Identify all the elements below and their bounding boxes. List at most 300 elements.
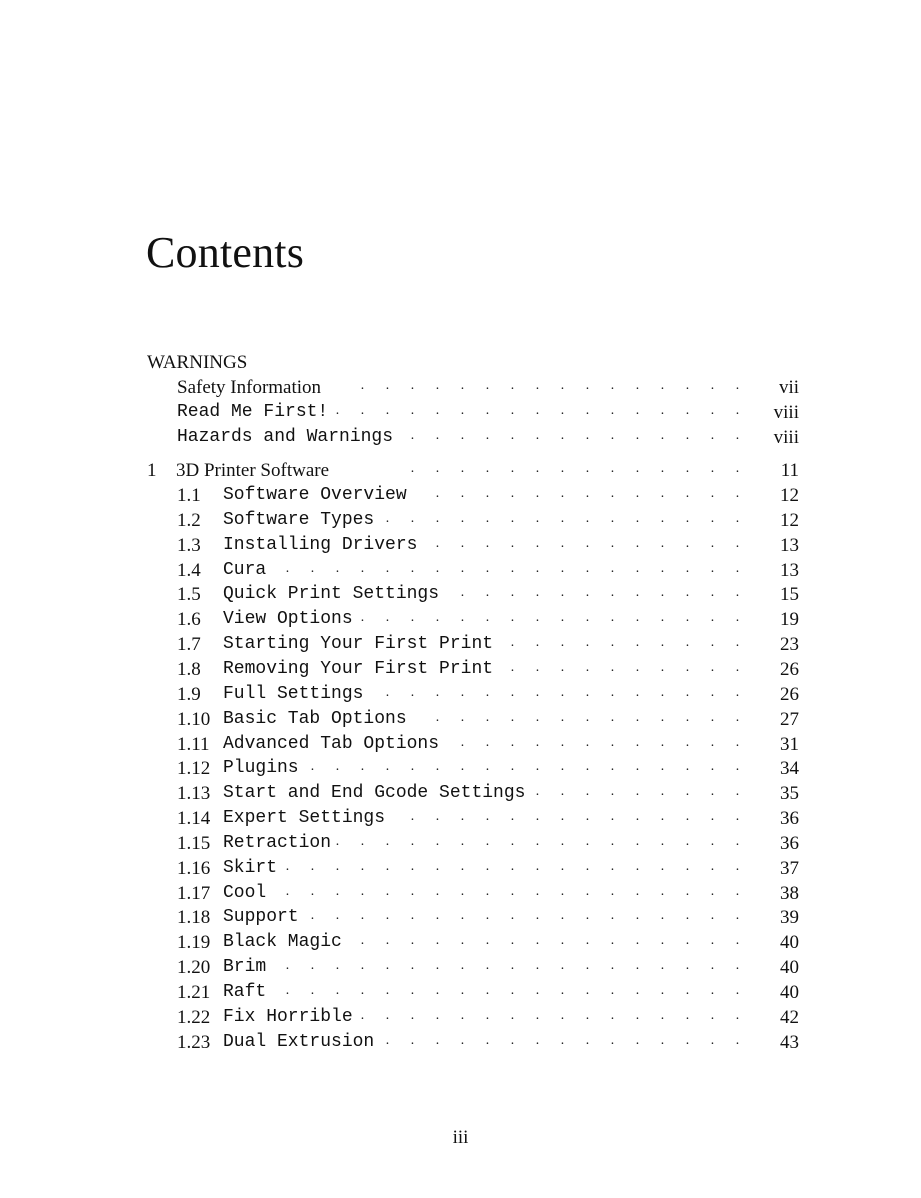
leader-dot: · — [410, 614, 415, 629]
toc-section-row[interactable] — [177, 955, 799, 980]
leader-dot: · — [660, 614, 665, 629]
leader-dot: · — [535, 912, 540, 927]
toc-section-row[interactable] — [177, 558, 799, 583]
leader-dot: · — [435, 912, 440, 927]
leader-dot: · — [660, 813, 665, 828]
section-number: 1.22 — [177, 1007, 211, 1028]
toc-section-row[interactable] — [177, 781, 799, 806]
section-title: Retraction — [223, 833, 332, 853]
leader-dot: · — [485, 490, 490, 505]
leader-dot: · — [510, 639, 515, 654]
leader-dot: · — [360, 382, 365, 397]
leader-dot: · — [610, 589, 615, 604]
leader-dot: · — [635, 589, 640, 604]
section-page-number: 36 — [780, 808, 799, 829]
leader-dot: · — [660, 689, 665, 704]
leader-dot: · — [335, 987, 340, 1002]
toc-section-row[interactable] — [177, 806, 799, 831]
toc-section-row[interactable] — [177, 856, 799, 881]
section-page-number: 26 — [780, 659, 799, 680]
section-number: 1.15 — [177, 833, 211, 854]
leader-dot: · — [660, 987, 665, 1002]
section-title: Support — [223, 907, 299, 927]
leader-dot: · — [660, 432, 665, 447]
leader-dot: · — [310, 863, 315, 878]
section-title: Dual Extrusion — [223, 1032, 375, 1052]
leader-dot: · — [710, 515, 715, 530]
leader-dot: · — [560, 689, 565, 704]
leader-dot: · — [435, 838, 440, 853]
leader-dot: · — [485, 739, 490, 754]
leader-dot: · — [735, 962, 740, 977]
section-title: Software Types — [223, 510, 375, 530]
leader-dot: · — [485, 962, 490, 977]
leader-dot: · — [660, 863, 665, 878]
leader-dot: · — [685, 838, 690, 853]
leader-dot: · — [685, 614, 690, 629]
leader-dot: · — [385, 888, 390, 903]
section-title: Quick Print Settings — [223, 584, 440, 604]
leader-dot: · — [660, 664, 665, 679]
leader-dot: · — [460, 763, 465, 778]
leader-dot: · — [535, 639, 540, 654]
leader-dot: · — [735, 639, 740, 654]
leader-dot: · — [560, 838, 565, 853]
leader-dot: · — [610, 788, 615, 803]
section-page-number: 13 — [780, 535, 799, 556]
leader-dot: · — [685, 813, 690, 828]
toc-section-row[interactable] — [177, 1030, 799, 1055]
leader-dots — [400, 425, 749, 452]
toc-section-row[interactable] — [177, 508, 799, 533]
toc-section-row[interactable] — [177, 533, 799, 558]
leader-dot: · — [385, 838, 390, 853]
leader-dot: · — [635, 863, 640, 878]
leader-dot: · — [535, 465, 540, 480]
leader-dot: · — [735, 838, 740, 853]
toc-section-row[interactable] — [177, 582, 799, 607]
toc-section-row[interactable] — [177, 831, 799, 856]
leader-dots — [275, 955, 749, 982]
toc-section-row[interactable] — [177, 483, 799, 508]
section-number: 1.9 — [177, 684, 201, 705]
leader-dot: · — [585, 1037, 590, 1052]
toc-section-row[interactable] — [177, 1005, 799, 1030]
toc-section-row[interactable] — [177, 881, 799, 906]
leader-dot: · — [585, 813, 590, 828]
leader-dot: · — [610, 432, 615, 447]
leader-dot: · — [510, 813, 515, 828]
leader-dot: · — [660, 838, 665, 853]
section-title: Cura — [223, 560, 267, 580]
leader-dot: · — [635, 813, 640, 828]
leader-dot: · — [360, 937, 365, 952]
leader-dot: · — [385, 407, 390, 422]
leader-dots — [400, 806, 749, 833]
leader-dots — [325, 400, 749, 427]
leader-dot: · — [410, 432, 415, 447]
leader-dot: · — [735, 540, 740, 555]
leader-dot: · — [310, 987, 315, 1002]
leader-dot: · — [585, 664, 590, 679]
section-page-number: 42 — [780, 1007, 799, 1028]
toc-section-row[interactable] — [177, 905, 799, 930]
section-number: 1.20 — [177, 957, 211, 978]
leader-dot: · — [735, 664, 740, 679]
leader-dots — [275, 856, 749, 883]
toc-front-item[interactable] — [177, 425, 799, 450]
leader-dot: · — [335, 407, 340, 422]
leader-dot: · — [585, 465, 590, 480]
leader-dot: · — [410, 382, 415, 397]
leader-dot: · — [460, 490, 465, 505]
chapter-number: 1 — [147, 460, 157, 481]
leader-dots — [450, 582, 749, 609]
leader-dot: · — [560, 1012, 565, 1027]
leader-dots — [275, 558, 749, 585]
leader-dot: · — [385, 382, 390, 397]
leader-dot: · — [610, 714, 615, 729]
section-page-number: 36 — [780, 833, 799, 854]
leader-dot: · — [510, 540, 515, 555]
section-number: 1.8 — [177, 659, 201, 680]
leader-dot: · — [360, 614, 365, 629]
leader-dot: · — [585, 407, 590, 422]
section-page-number: 12 — [780, 485, 799, 506]
section-title: Black Magic — [223, 932, 342, 952]
leader-dot: · — [585, 987, 590, 1002]
section-title: Full Settings — [223, 684, 364, 704]
leader-dots — [350, 930, 749, 957]
page-folio: iii — [452, 1127, 469, 1148]
leader-dot: · — [660, 540, 665, 555]
section-number: 1.14 — [177, 808, 211, 829]
leader-dot: · — [635, 382, 640, 397]
toc-item-title: Safety Information — [177, 377, 322, 398]
leader-dot: · — [435, 540, 440, 555]
leader-dot: · — [585, 565, 590, 580]
toc-front-item[interactable] — [177, 375, 799, 400]
leader-dot: · — [535, 565, 540, 580]
leader-dot: · — [435, 962, 440, 977]
leader-dot: · — [685, 515, 690, 530]
section-number: 1.4 — [177, 560, 201, 581]
leader-dot: · — [410, 888, 415, 903]
section-number: 1.23 — [177, 1032, 211, 1053]
leader-dot: · — [635, 937, 640, 952]
leader-dot: · — [335, 863, 340, 878]
leader-dots — [275, 881, 749, 908]
leader-dot: · — [510, 664, 515, 679]
section-title: Fix Horrible — [223, 1007, 353, 1027]
leader-dot: · — [535, 490, 540, 505]
leader-dots — [300, 905, 749, 932]
leader-dot: · — [735, 714, 740, 729]
leader-dot: · — [710, 589, 715, 604]
leader-dot: · — [435, 937, 440, 952]
leader-dot: · — [410, 515, 415, 530]
section-page-number: 31 — [780, 734, 799, 755]
leader-dot: · — [560, 1037, 565, 1052]
toc-chapter-row[interactable] — [147, 458, 799, 483]
leader-dot: · — [410, 1037, 415, 1052]
leader-dot: · — [435, 863, 440, 878]
leader-dot: · — [685, 888, 690, 903]
leader-dot: · — [535, 1012, 540, 1027]
leader-dot: · — [510, 838, 515, 853]
leader-dot: · — [660, 888, 665, 903]
section-title: Cool — [223, 883, 267, 903]
section-number: 1.1 — [177, 485, 201, 506]
leader-dot: · — [510, 589, 515, 604]
section-title: Removing Your First Print — [223, 659, 494, 679]
leader-dots — [525, 781, 749, 808]
leader-dot: · — [710, 937, 715, 952]
leader-dot: · — [435, 689, 440, 704]
leader-dot: · — [735, 813, 740, 828]
leader-dot: · — [460, 515, 465, 530]
leader-dot: · — [510, 565, 515, 580]
toc-section-row[interactable] — [177, 707, 799, 732]
leader-dot: · — [660, 763, 665, 778]
leader-dot: · — [485, 1012, 490, 1027]
leader-dot: · — [710, 813, 715, 828]
leader-dot: · — [435, 813, 440, 828]
leader-dot: · — [585, 614, 590, 629]
leader-dot: · — [560, 987, 565, 1002]
leader-dot: · — [735, 614, 740, 629]
leader-dot: · — [510, 432, 515, 447]
leader-dot: · — [485, 515, 490, 530]
leader-dot: · — [410, 763, 415, 778]
leader-dot: · — [710, 1037, 715, 1052]
leader-dot: · — [660, 589, 665, 604]
toc-front-item[interactable] — [177, 400, 799, 425]
leader-dot: · — [385, 565, 390, 580]
leader-dot: · — [510, 763, 515, 778]
leader-dot: · — [610, 614, 615, 629]
leader-dot: · — [510, 382, 515, 397]
leader-dot: · — [435, 407, 440, 422]
leader-dot: · — [435, 565, 440, 580]
leader-dot: · — [735, 565, 740, 580]
leader-dot: · — [685, 912, 690, 927]
leader-dot: · — [610, 1037, 615, 1052]
leader-dot: · — [435, 515, 440, 530]
section-number: 1.17 — [177, 883, 211, 904]
leader-dot: · — [685, 689, 690, 704]
leader-dot: · — [710, 664, 715, 679]
leader-dot: · — [635, 465, 640, 480]
leader-dot: · — [660, 962, 665, 977]
leader-dot: · — [710, 490, 715, 505]
leader-dot: · — [360, 407, 365, 422]
leader-dot: · — [460, 838, 465, 853]
section-title: Expert Settings — [223, 808, 386, 828]
leader-dot: · — [685, 763, 690, 778]
leader-dot: · — [435, 490, 440, 505]
leader-dot: · — [510, 937, 515, 952]
section-number: 1.3 — [177, 535, 201, 556]
leader-dot: · — [410, 937, 415, 952]
leader-dot: · — [485, 763, 490, 778]
leader-dot: · — [685, 962, 690, 977]
leader-dot: · — [710, 714, 715, 729]
leader-dot: · — [560, 382, 565, 397]
leader-dot: · — [360, 962, 365, 977]
section-title: Plugins — [223, 758, 299, 778]
section-title: Skirt — [223, 858, 278, 878]
toc-section-row[interactable] — [177, 682, 799, 707]
leader-dot: · — [435, 714, 440, 729]
leader-dot: · — [735, 490, 740, 505]
leader-dot: · — [460, 465, 465, 480]
toc-item-title: Hazards and Warnings — [177, 427, 394, 447]
section-page-number: 12 — [780, 510, 799, 531]
leader-dot: · — [710, 465, 715, 480]
leader-dot: · — [685, 465, 690, 480]
leader-dot: · — [410, 863, 415, 878]
leader-dot: · — [560, 490, 565, 505]
leader-dot: · — [460, 1012, 465, 1027]
leader-dot: · — [360, 863, 365, 878]
leader-dot: · — [460, 614, 465, 629]
leader-dot: · — [510, 912, 515, 927]
leader-dot: · — [610, 689, 615, 704]
leader-dot: · — [310, 962, 315, 977]
leader-dot: · — [660, 565, 665, 580]
toc-section-row[interactable] — [177, 632, 799, 657]
leader-dot: · — [610, 863, 615, 878]
section-page-number: 34 — [780, 758, 799, 779]
leader-dot: · — [610, 639, 615, 654]
toc-section-row[interactable] — [177, 732, 799, 757]
leader-dots — [500, 632, 749, 659]
leader-dot: · — [660, 788, 665, 803]
leader-dot: · — [610, 937, 615, 952]
leader-dot: · — [635, 407, 640, 422]
leader-dot: · — [710, 565, 715, 580]
leader-dots — [425, 533, 749, 560]
leader-dot: · — [585, 639, 590, 654]
leader-dot: · — [660, 465, 665, 480]
leader-dot: · — [385, 987, 390, 1002]
leader-dot: · — [360, 912, 365, 927]
leader-dot: · — [660, 639, 665, 654]
leader-dot: · — [535, 1037, 540, 1052]
toc-section-row[interactable] — [177, 657, 799, 682]
leader-dot: · — [385, 863, 390, 878]
leader-dot: · — [685, 664, 690, 679]
leader-dot: · — [685, 407, 690, 422]
section-page-number: 19 — [780, 609, 799, 630]
section-title: Start and End Gcode Settings — [223, 783, 526, 803]
leader-dot: · — [735, 1012, 740, 1027]
leader-dot: · — [635, 987, 640, 1002]
leader-dot: · — [685, 788, 690, 803]
leader-dot: · — [685, 432, 690, 447]
leader-dot: · — [685, 937, 690, 952]
leader-dot: · — [535, 407, 540, 422]
leader-dot: · — [510, 614, 515, 629]
leader-dot: · — [710, 888, 715, 903]
leader-dot: · — [535, 382, 540, 397]
section-page-number: 15 — [780, 584, 799, 605]
leader-dot: · — [635, 689, 640, 704]
leader-dot: · — [410, 689, 415, 704]
leader-dot: · — [735, 987, 740, 1002]
leader-dot: · — [635, 490, 640, 505]
leader-dot: · — [610, 407, 615, 422]
leader-dot: · — [610, 540, 615, 555]
leader-dot: · — [510, 515, 515, 530]
section-page-number: 26 — [780, 684, 799, 705]
leader-dot: · — [410, 962, 415, 977]
leader-dots — [325, 831, 749, 858]
leader-dot: · — [735, 888, 740, 903]
leader-dot: · — [685, 714, 690, 729]
leader-dots — [450, 732, 749, 759]
leader-dot: · — [535, 614, 540, 629]
leader-dot: · — [360, 838, 365, 853]
leader-dot: · — [635, 838, 640, 853]
toc-section-row[interactable] — [177, 980, 799, 1005]
section-number: 1.7 — [177, 634, 201, 655]
leader-dot: · — [285, 565, 290, 580]
leader-dot: · — [310, 763, 315, 778]
leader-dot: · — [685, 1037, 690, 1052]
leader-dot: · — [610, 515, 615, 530]
leader-dot: · — [560, 515, 565, 530]
toc-section-row[interactable] — [177, 930, 799, 955]
leader-dot: · — [610, 739, 615, 754]
leader-dot: · — [410, 912, 415, 927]
leader-dot: · — [460, 912, 465, 927]
leader-dot: · — [285, 987, 290, 1002]
leader-dot: · — [685, 987, 690, 1002]
toc-section-row[interactable] — [177, 756, 799, 781]
leader-dot: · — [735, 937, 740, 952]
leader-dots — [425, 483, 749, 510]
leader-dot: · — [560, 589, 565, 604]
leader-dot: · — [535, 540, 540, 555]
leader-dot: · — [335, 565, 340, 580]
leader-dot: · — [510, 490, 515, 505]
leader-dot: · — [410, 987, 415, 1002]
leader-dot: · — [360, 888, 365, 903]
leader-dot: · — [460, 382, 465, 397]
leader-dot: · — [735, 763, 740, 778]
leader-dot: · — [535, 888, 540, 903]
leader-dot: · — [685, 565, 690, 580]
leader-dot: · — [485, 863, 490, 878]
leader-dots — [425, 707, 749, 734]
leader-dot: · — [535, 739, 540, 754]
leader-dot: · — [560, 639, 565, 654]
section-title: View Options — [223, 609, 353, 629]
section-number: 1.16 — [177, 858, 211, 879]
leader-dot: · — [635, 739, 640, 754]
leader-dot: · — [560, 788, 565, 803]
leader-dots — [400, 458, 749, 485]
section-page-number: 40 — [780, 982, 799, 1003]
leader-dot: · — [560, 432, 565, 447]
leader-dot: · — [535, 714, 540, 729]
leader-dot: · — [560, 962, 565, 977]
toc-section-row[interactable] — [177, 607, 799, 632]
leader-dot: · — [460, 689, 465, 704]
leader-dot: · — [510, 689, 515, 704]
